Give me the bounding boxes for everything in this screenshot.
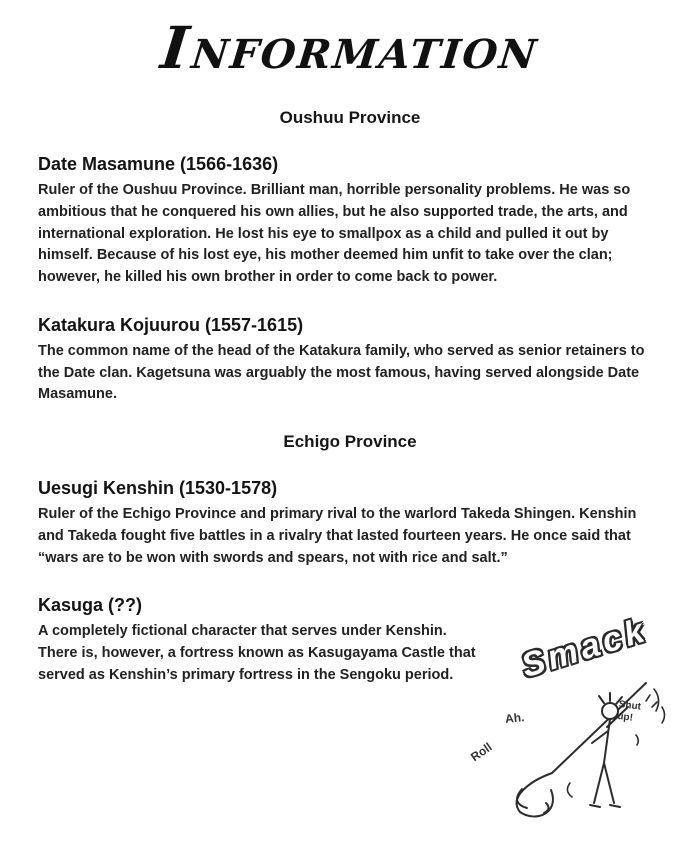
page-title: INFORMATION [157, 14, 541, 82]
entry-date-masamune [38, 154, 662, 289]
doodle [450, 610, 695, 835]
entry-body-date-masamune: Ruler of the Oushuu Province. Brilliant man, horrible personality problems. He was so ambitious that he conquered his own allies, but he also supported trade, the arts, and international exploration. He lost his eye to smallpox as a child and pulled it out by himself. Because of his lost eye, his mother deemed him unfit to take over the clan; however, he killed his own brother in order to come back to power. [38, 182, 631, 285]
shut-up-speech: Shut up! [616, 699, 642, 724]
entry-body-uesugi-kenshin: Ruler of the Echigo Province and primary rival to the warlord Takeda Shingen. Kenshin and Takeda fought five battles in a rivalry that lasted fourteen years. He once said that “wars are to be won with swords and spears, not with rice and salt.” [38, 506, 637, 566]
entry-name-date-masamune: Date Masamune (1566-1636) [38, 154, 279, 174]
province-heading-echigo: Echigo Province [283, 432, 417, 451]
entry-name-uesugi-kenshin: Uesugi Kenshin (1530-1578) [38, 478, 278, 498]
entry-body-kasuga: A completely fictional character that serves under Kenshin. There is, however, a fortress known as Kasugayama Castle that served as Kenshin’s primary fortress in the Sengoku period. [38, 623, 476, 683]
entry-name-katakura-kojuurou: Katakura Kojuurou (1557-1615) [38, 314, 304, 335]
entry-body-katakura-kojuurou: The common name of the head of the Katakura family, who served as senior retainers to the Date clan. Kagetsuna was arguably the most famous, having served alongside Date Masamune. [38, 342, 645, 403]
roll-label: Roll [468, 739, 495, 765]
smack-sfx: Smack [517, 610, 653, 686]
province-heading-oushuu: Oushuu Province [279, 108, 421, 127]
entry-katakura-kojuurou [38, 315, 662, 406]
entry-name-kasuga: Kasuga (??) [38, 595, 143, 616]
ah-speech: Ah. [504, 710, 526, 726]
content [0, 108, 700, 687]
entry-uesugi-kenshin [38, 478, 662, 569]
scythe-sketch [517, 773, 553, 816]
